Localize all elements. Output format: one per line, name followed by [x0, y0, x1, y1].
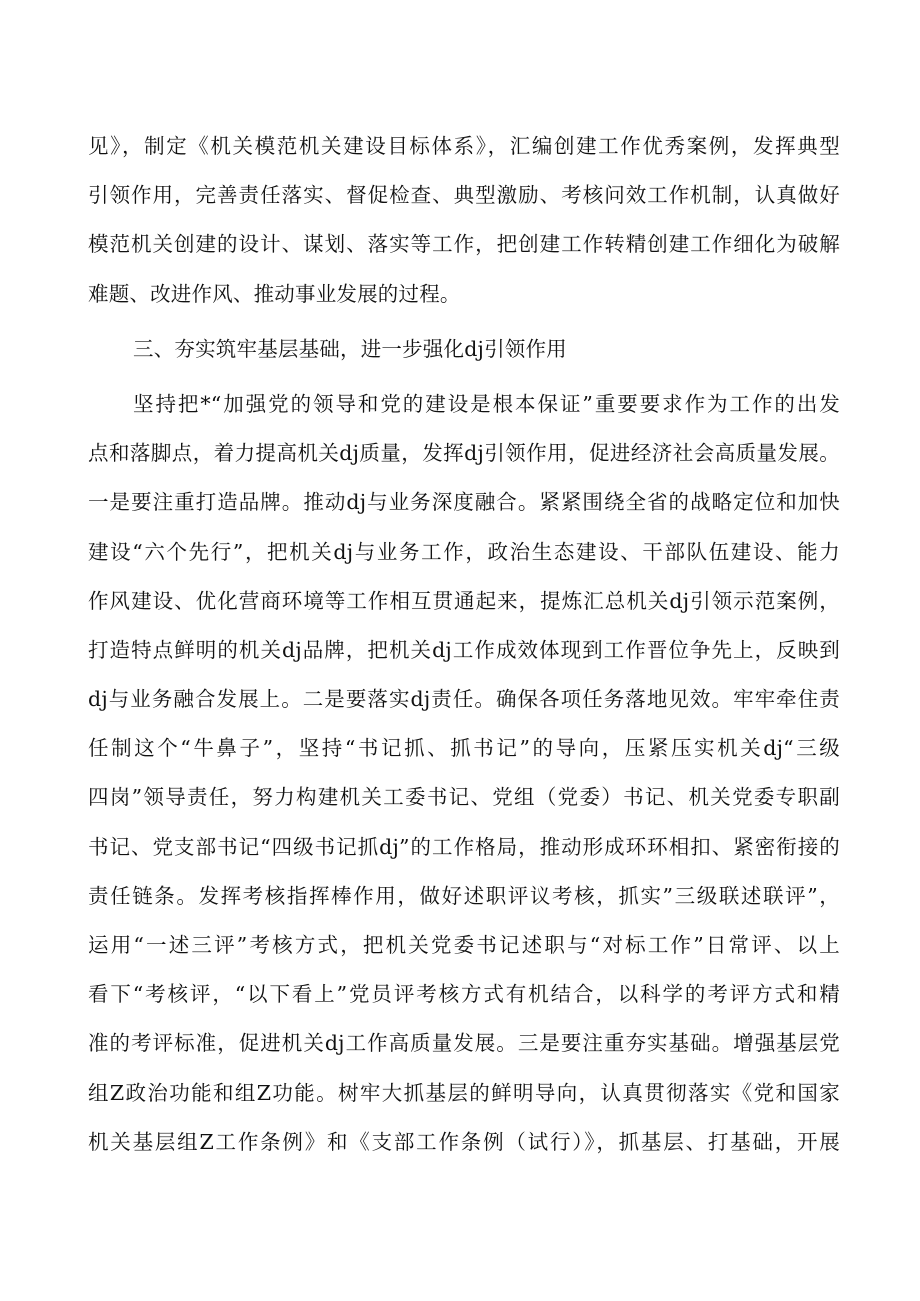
- text-line: 打造特点鲜明的机关dj品牌，把机关dj工作成效体现到工作晋位争先上，反映到: [88, 637, 840, 662]
- text-line: 作风建设、优化营商环境等工作相互贯通起来，提炼汇总机关dj引领示范案例，: [88, 588, 840, 613]
- paragraph-2: [88, 380, 840, 1167]
- text-line: 坚持把*“加强党的领导和党的建设是根本保证”重要要求作为工作的出发: [133, 391, 840, 416]
- text-line: 引领作用，完善责任落实、督促检查、典型激励、考核问效工作机制，认真做好: [88, 183, 840, 208]
- text-line: 组Z政治功能和组Z功能。树牢大抓基层的鲜明导向，认真贯彻落实《党和国家: [88, 1080, 840, 1105]
- section-heading: 三、夯实筑牢基层基础，进一步强化dj引领作用: [133, 336, 567, 361]
- paragraph-1: [88, 122, 840, 319]
- text-line: 看下“考核评，“以下看上”党员评考核方式有机结合，以科学的考评方式和精: [88, 982, 840, 1007]
- text-line: 点和落脚点，着力提高机关dj质量，发挥dj引领作用，促进经济社会高质量发展。: [88, 441, 840, 466]
- text-line: 建设“六个先行”，把机关dj与业务工作，政治生态建设、干部队伍建设、能力: [88, 539, 840, 564]
- text-line: 一是要注重打造品牌。推动dj与业务深度融合。紧紧围绕全省的战略定位和加快: [88, 490, 840, 515]
- text-line: 四岗”领导责任，努力构建机关工委书记、党组（党委）书记、机关党委专职副: [88, 785, 840, 810]
- text-line: 责任链条。发挥考核指挥棒作用，做好述职评议考核，抓实”三级联述联评”，: [88, 883, 840, 908]
- text-line: 任制这个“牛鼻子”，坚持“书记抓、抓书记”的导向，压紧压实机关dj“三级: [88, 736, 840, 761]
- document-body: [88, 122, 840, 1167]
- text-line: 难题、改进作风、推动事业发展的过程。: [88, 281, 461, 306]
- text-line: 见》，制定《机关模范机关建设目标体系》，汇编创建工作优秀案例，发挥典型: [88, 134, 840, 158]
- text-line: 机关基层组Z工作条例》和《支部工作条例（试行）》，抓基层、打基础，开展: [88, 1129, 840, 1154]
- text-line: dj与业务融合发展上。二是要落实dj责任。确保各项任务落地见效。牢牢牵住责: [88, 687, 840, 712]
- text-line: 书记、党支部书记“四级书记抓dj”的工作格局，推动形成环环相扣、紧密衔接的: [88, 834, 840, 859]
- text-line: 模范机关创建的设计、谋划、落实等工作，把创建工作转精创建工作细化为破解: [88, 232, 840, 257]
- text-line: 准的考评标准，促进机关dj工作高质量发展。三是要注重夯实基础。增强基层党: [88, 1031, 840, 1056]
- text-line: 运用“一述三评”考核方式，把机关党委书记述职与“对标工作”日常评、以上: [88, 933, 840, 957]
